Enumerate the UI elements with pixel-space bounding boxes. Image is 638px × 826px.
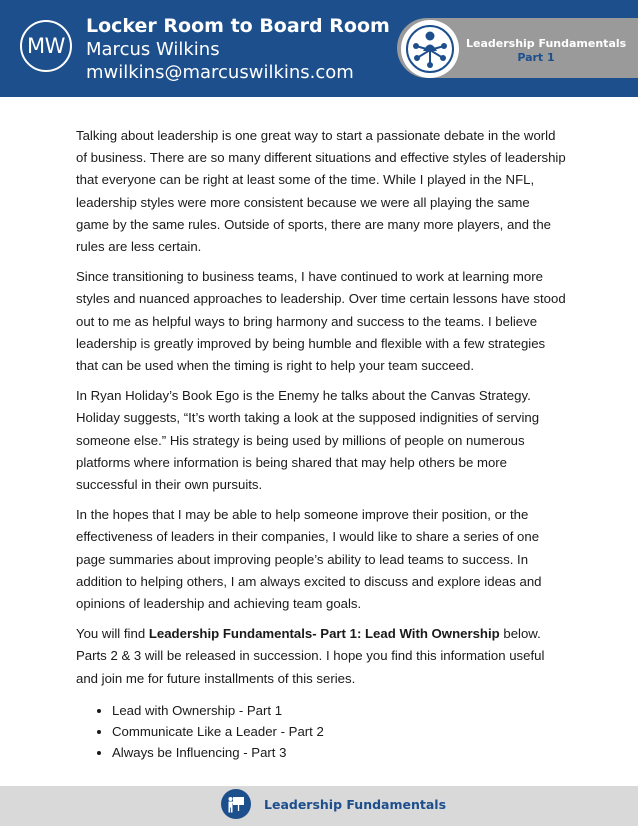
paragraph-3: In Ryan Holiday’s Book Ego is the Enemy he talks about the Canvas Strategy. Holiday suggests, “It’s worth taking a look at the supposed indignities of serving someone else.” His strategy is being used by millions of people on numerous platforms where information is being shared that may help others be more successful in their own pursuits.: [76, 388, 540, 493]
newsletter-title: Locker Room to Board Room: [86, 15, 390, 37]
mw-logo: MW: [20, 20, 72, 72]
badge-series-name: Leadership Fundamentals: [466, 37, 627, 50]
parts-list: [76, 700, 566, 763]
list-item: • Lead with Ownership - Part 1: [112, 700, 566, 721]
badge-part-number: Part 1: [517, 51, 555, 64]
paragraph-4: In the hopes that I may be able to help someone improve their position, or the effectiveness of leaders in their companies, I would like to share a series of one page summaries about improving people’s ability to lead teams to success. In addition to helping others, I am always excited to discuss and explore ideas and opinions of leadership and achieving team goals.: [76, 507, 542, 612]
footer-icon-circle: [221, 789, 251, 819]
p5-text-pre: You will find: [76, 626, 149, 642]
paragraph-1: Talking about leadership is one great way to start a passionate debate in the world of business. There are so many different situations and effective styles of leadership that everyone can be right at least some of the time. While I played in the NFL, leadership styles were more consistent because we were all playing the same game by the same rules. Outside of sports, there are many more players, and the rules are less certain.: [76, 128, 566, 255]
team-network-icon: [405, 24, 455, 74]
article-body: [76, 125, 566, 763]
badge-icon-circle: [401, 20, 459, 78]
p5-text-post: below. Parts 2 & 3 will be released in succession. I hope you find this information useful and join me for future installments of this series.: [76, 626, 545, 686]
footer-label: Leadership Fundamentals: [264, 797, 447, 812]
list-item: • Communicate Like a Leader - Part 2: [112, 721, 566, 742]
paragraph-5: [76, 623, 566, 690]
p5-series-title: Leadership Fundamentals- Part 1: Lead With Ownership: [148, 626, 500, 642]
author-name: Marcus Wilkins: [86, 39, 220, 60]
paragraph-2: Since transitioning to business teams, I have continued to work at learning more styles and nuanced approaches to leadership. Over time certain lessons have stood out to me as helpful ways to bring harmony and success to the teams. I believe leadership is greatly improved by being humble and flexible with a few strategies that can be used when the timing is right to help your team succeed.: [76, 269, 566, 374]
author-email[interactable]: mwilkins@marcuswilkins.com: [86, 62, 354, 83]
list-item: • Always be Influencing - Part 3: [112, 742, 566, 763]
presenter-icon: [226, 794, 246, 814]
